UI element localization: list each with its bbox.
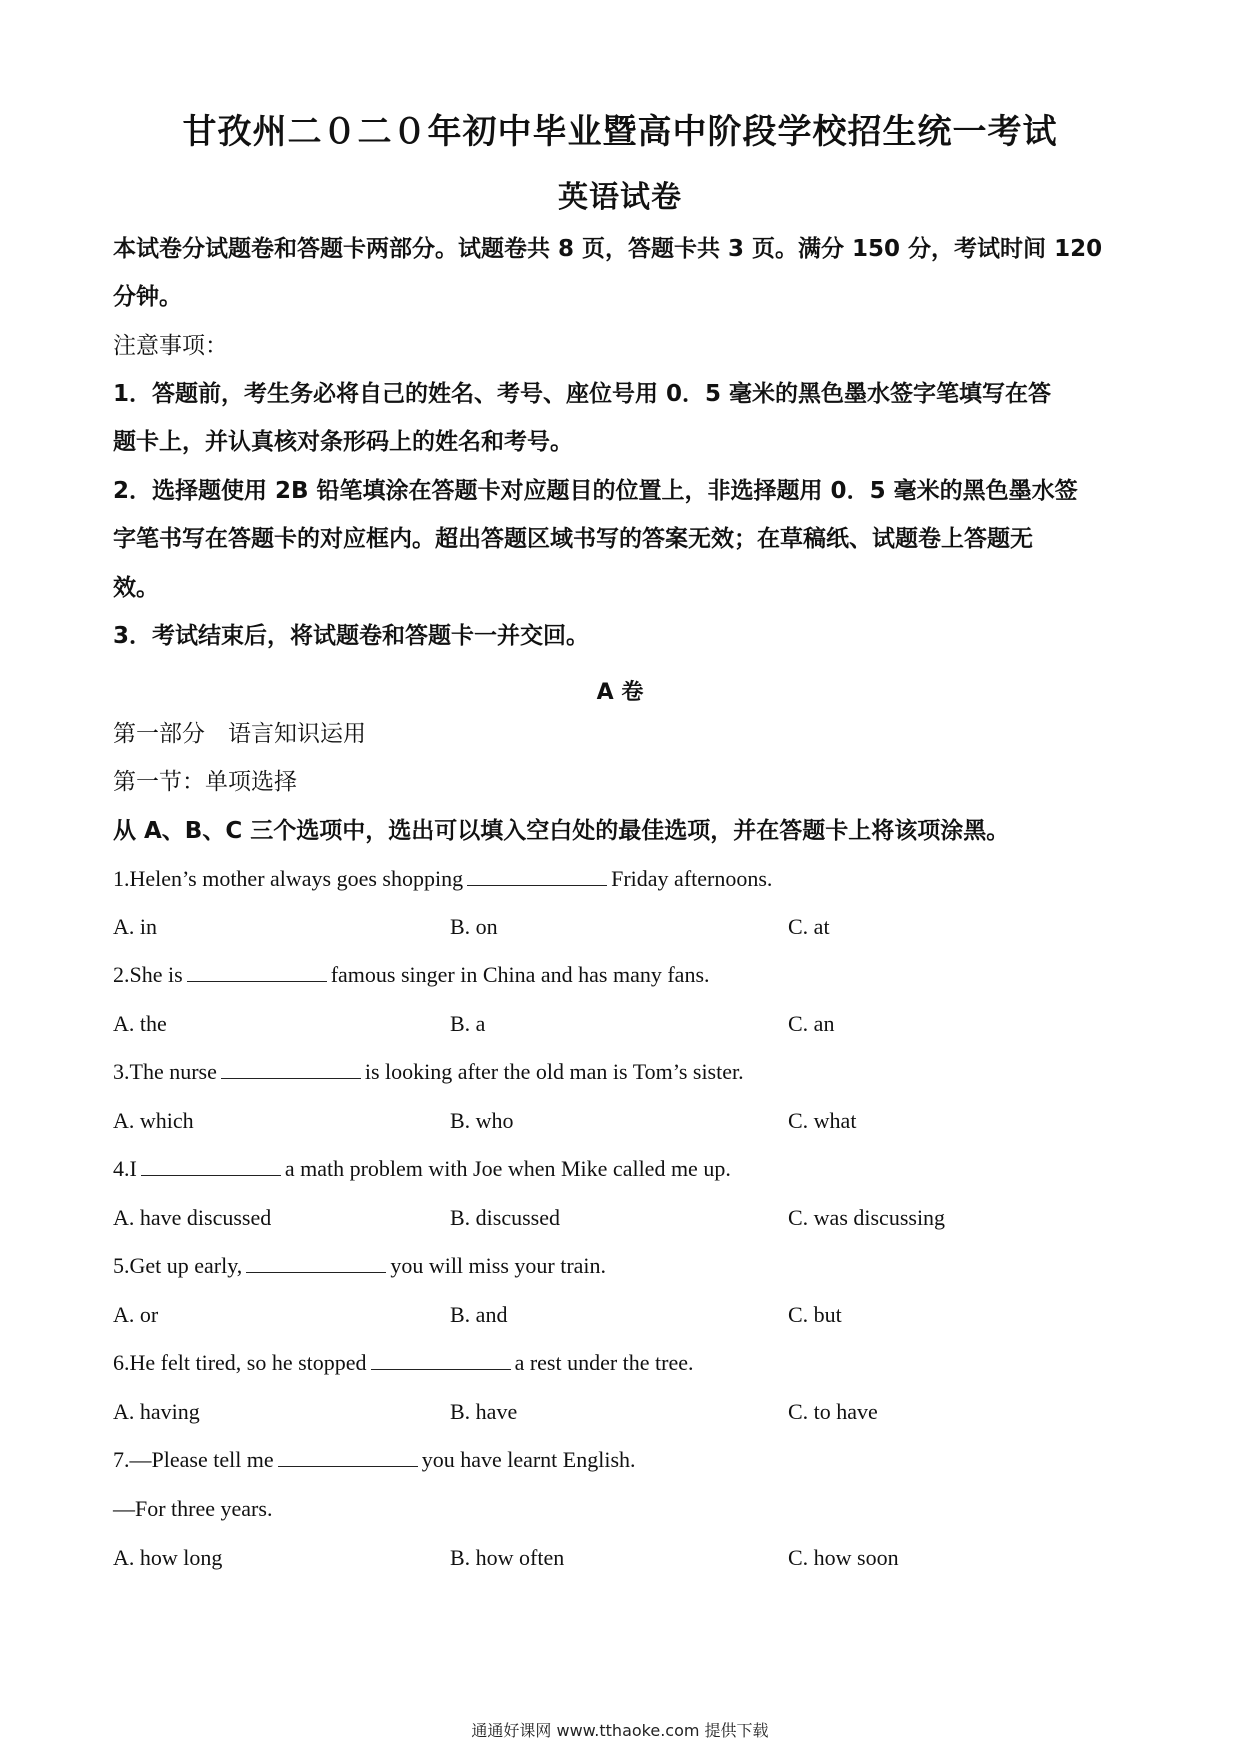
question-3-option-b: B. who <box>450 1108 514 1133</box>
question-6-stem-post: a rest under the tree. <box>514 1350 694 1375</box>
question-3-stem-pre: 3.The nurse <box>113 1059 217 1084</box>
question-5-stem-pre: 5.Get up early, <box>113 1253 243 1278</box>
question-2 <box>113 960 710 990</box>
exam-subtitle: 英语试卷 <box>558 180 682 215</box>
question-7-stem-pre: 7.—Please tell me <box>113 1447 274 1472</box>
question-6 <box>113 1348 694 1378</box>
question-2-option-b: B. a <box>450 1011 486 1036</box>
question-7-stem-post: you have learnt English. <box>421 1447 636 1472</box>
question-7 <box>113 1445 636 1475</box>
note-3: 3．考试结束后，将试题卷和答题卡一并交回。 <box>113 623 590 649</box>
question-5-blank <box>246 1252 386 1273</box>
exam-title: 甘孜州二０二０年初中毕业暨高中阶段学校招生统一考试 <box>182 112 1058 152</box>
footer-watermark: 通通好课网 www.tthaoke.com 提供下载 <box>471 1721 769 1740</box>
question-1-stem-post: Friday afternoons. <box>611 866 773 891</box>
question-4-option-c: C. was discussing <box>788 1205 946 1230</box>
question-6-blank <box>371 1349 511 1370</box>
question-6-option-b: B. have <box>450 1399 518 1424</box>
question-6-stem-pre: 6.He felt tired, so he stopped <box>113 1350 367 1375</box>
question-2-stem-pre: 2.She is <box>113 962 183 987</box>
question-3-option-c: C. what <box>788 1108 857 1133</box>
question-5-option-c: C. but <box>788 1302 842 1327</box>
question-6-option-a: A. having <box>113 1399 200 1424</box>
question-3-stem-post: is looking after the old man is Tom’s sister. <box>364 1059 744 1084</box>
question-5 <box>113 1251 606 1281</box>
note-2a: 2．选择题使用 2B 铅笔填涂在答题卡对应题目的位置上，非选择题用 0．5 毫米的黑色墨水签 <box>113 478 1078 504</box>
intro-line-1: 本试卷分试题卷和答题卡两部分。试题卷共 8 页，答题卡共 3 页。满分 150 分，考试时间 120 <box>113 236 1103 262</box>
question-2-stem-post: famous singer in China and has many fans. <box>330 962 710 987</box>
question-5-option-a: A. or <box>113 1302 159 1327</box>
question-7-answer-line: —For three years. <box>113 1496 273 1521</box>
instruction-text: 从 A、B、C 三个选项中，选出可以填入空白处的最佳选项，并在答题卡上将该项涂黑。 <box>113 818 1010 844</box>
note-1a: 1．答题前，考生务必将自己的姓名、考号、座位号用 0．5 毫米的黑色墨水签字笔填写在答 <box>113 381 1052 407</box>
question-4-stem-post: a math problem with Joe when Mike called me up. <box>284 1156 731 1181</box>
question-2-option-c: C. an <box>788 1011 835 1036</box>
question-3-option-a: A. which <box>113 1108 194 1133</box>
question-7-option-a: A. how long <box>113 1545 223 1570</box>
note-1b: 题卡上，并认真核对条形码上的姓名和考号。 <box>113 429 573 455</box>
question-1-option-b: B. on <box>450 914 498 939</box>
question-5-option-b: B. and <box>450 1302 508 1327</box>
question-7-blank <box>278 1446 418 1467</box>
subsection-heading: 第一节：单项选择 <box>113 769 297 795</box>
question-4-stem-pre: 4.I <box>113 1156 137 1181</box>
question-3-blank <box>221 1058 361 1079</box>
question-2-blank <box>187 961 327 982</box>
question-6-option-c: C. to have <box>788 1399 878 1424</box>
note-2c: 效。 <box>113 575 159 601</box>
volume-a-heading: A 卷 <box>596 680 644 705</box>
question-5-stem-post: you will miss your train. <box>390 1253 607 1278</box>
question-1-option-c: C. at <box>788 914 830 939</box>
question-3 <box>113 1057 744 1087</box>
question-7-option-b: B. how often <box>450 1545 565 1570</box>
question-4 <box>113 1154 731 1184</box>
note-2b: 字笔书写在答题卡的对应框内。超出答题区域书写的答案无效；在草稿纸、试题卷上答题无 <box>113 526 1033 552</box>
notes-title: 注意事项： <box>113 333 228 359</box>
question-1 <box>113 864 772 894</box>
question-1-blank <box>467 865 607 886</box>
question-1-option-a: A. in <box>113 914 157 939</box>
question-4-option-b: B. discussed <box>450 1205 560 1230</box>
question-4-blank <box>141 1155 281 1176</box>
question-2-option-a: A. the <box>113 1011 167 1036</box>
question-1-stem-pre: 1.Helen’s mother always goes shopping <box>113 866 464 891</box>
part-heading: 第一部分 语言知识运用 <box>113 721 366 747</box>
question-4-option-a: A. have discussed <box>113 1205 272 1230</box>
question-7-option-c: C. how soon <box>788 1545 899 1570</box>
intro-line-2: 分钟。 <box>113 284 182 310</box>
